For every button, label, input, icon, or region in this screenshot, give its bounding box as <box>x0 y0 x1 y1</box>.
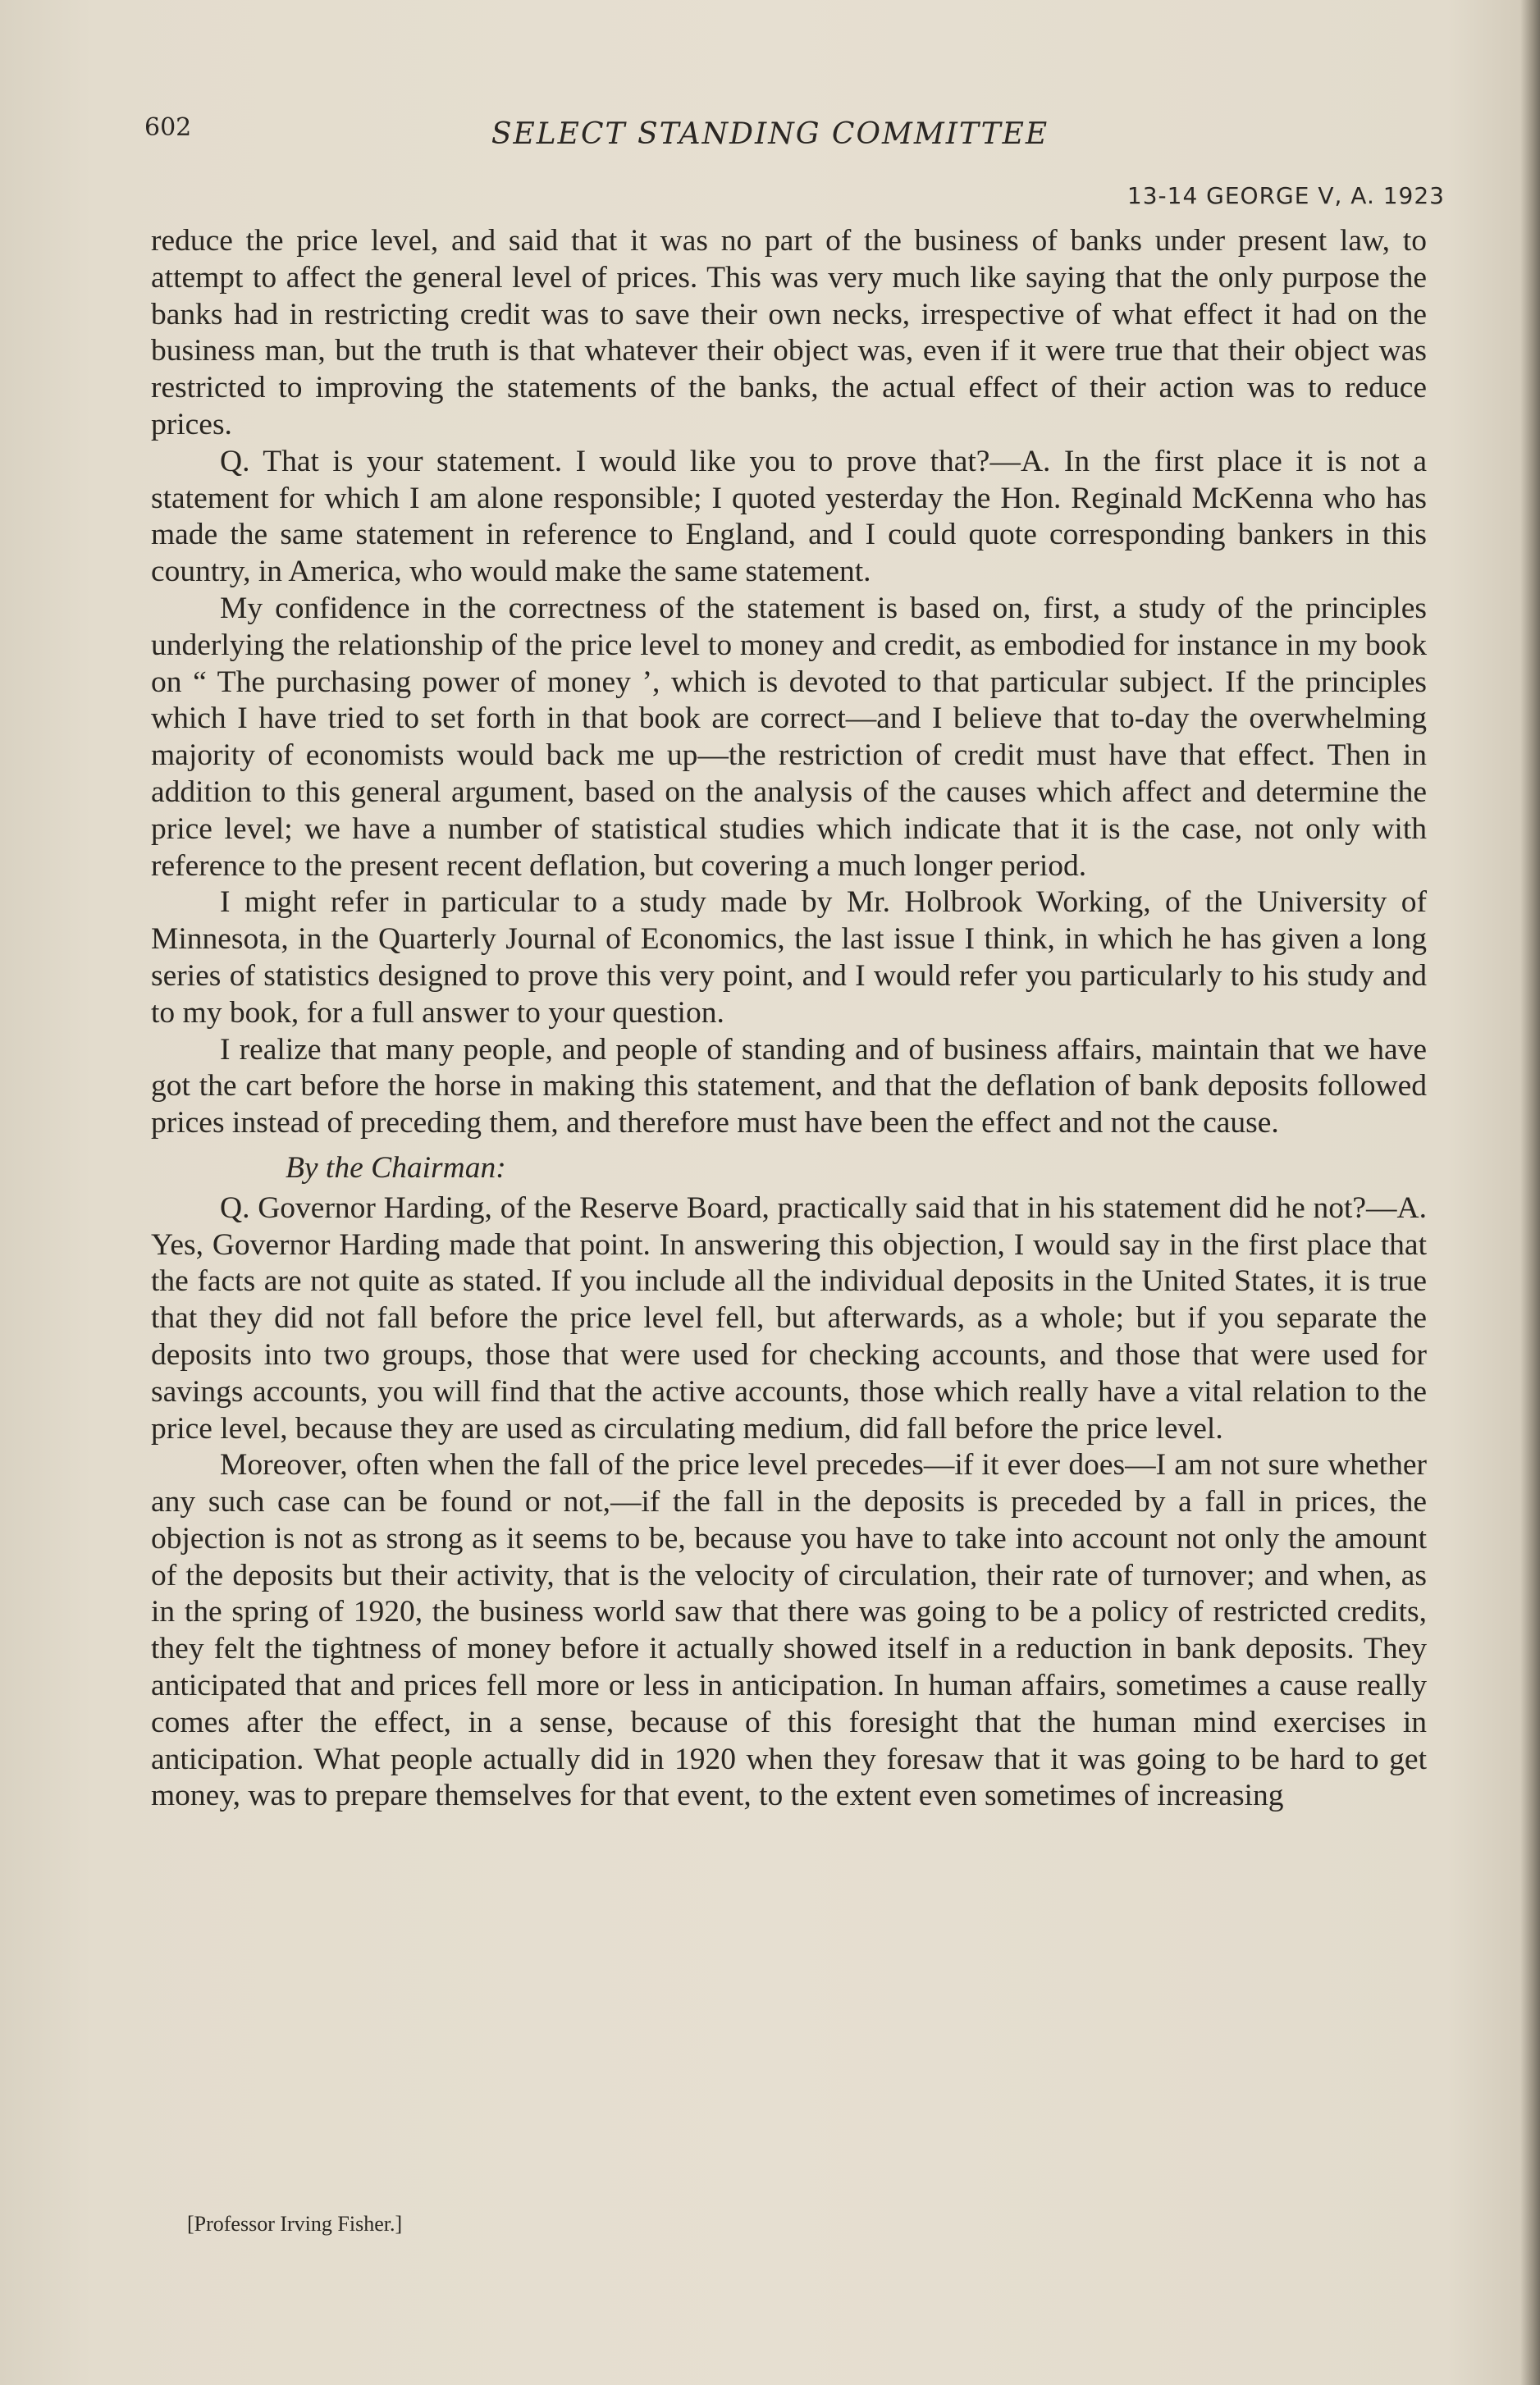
paragraph: Moreover, often when the fall of the price level precedes—if it ever does—I am not sure whether any such case can be found or not,—if the fall in the deposits is preceded by a fall in prices, the objection is not as strong as it seems to be, because you have to take into account not only the amount of the deposits but their activity, that is the velocity of circulation, their rate of turnover; and when, as in the spring of 1920, the business world saw that there was going to be a policy of restricted credits, they felt the tightness of money before it actually showed itself in a reduction in bank deposits. They anticipated that and prices fell more or less in anticipation. In human affairs, sometimes a cause really comes after the effect, in a sense, because of this foresight that the human mind exercises in anticipation. What people actually did in 1920 when they foresaw that it was going to be hard to get money, was to prepare themselves for that event, to the extent even sometimes of increasing <box>151 1448 1427 1813</box>
session-label: 13-14 GEORGE V, A. 1923 <box>1126 182 1445 209</box>
paragraph: My confidence in the correctness of the statement is based on, first, a study of the principles underlying the relationship of the price level to money and credit, as embodied for instance in my book on “ The purchasing power of money ’, which is devoted to that particular subject. If the principles which I have tried to set forth in that book are correct—and I believe that to-day the overwhelming majority of economists would back me up—the restriction of credit must have that effect. Then in addition to this general argument, based on the analysis of the causes which affect and determine the price level; we have a number of statistical studies which indicate that it is the case, not only with reference to the present recent deflation, but covering a much longer period. <box>151 591 1427 883</box>
body-text <box>151 223 1427 1815</box>
paragraph-question: Q. That is your statement. I would like you to prove that?—A. In the first place it is not a statement for which I am alone responsible; I quoted yesterday the Hon. Reginald McKenna who has made the same statement in reference to England, and I could quote corresponding bankers in this country, in America, who would make the same statement. <box>151 444 1427 589</box>
paragraph-continuation: reduce the price level, and said that it was no part of the business of banks under present law, to attempt to affect the general level of prices. This was very much like saying that the only purpose the banks had in restricting credit was to save their own necks, irrespective of what effect it had on the business man, but the truth is that whatever their object was, even if it were true that their object was restricted to improving the statements of the banks, the actual effect of their action was to reduce prices. <box>151 224 1427 441</box>
paragraph: I might refer in particular to a study made by Mr. Holbrook Working, of the University of Minnesota, in the Quarterly Journal of Economics, the last issue I think, in which he has given a long series of statistics designed to prove this very point, and I would refer you particularly to his study and to my book, for a full answer to your question. <box>151 885 1427 1030</box>
running-title: SELECT STANDING COMMITTEE <box>491 117 1049 151</box>
paragraph: I realize that many people, and people of standing and of business affairs, maintain that we have got the cart before the horse in making this statement, and that the deflation of bank deposits followed prices instead of preceding them, and therefore must have been the effect and not the cause. <box>151 1032 1427 1140</box>
paragraph-question: Q. Governor Harding, of the Reserve Board, practically said that in his statement did he not?—A. Yes, Governor Harding made that point. In answering this objection, I would say in the first place that the facts are not quite as stated. If you include all the individual deposits in the United States, it is true that they did not fall before the price level fell, but afterwards, as a whole; but if you separate the deposits into two groups, those that were used for checking accounts, and those that were used for savings accounts, you will find that the active accounts, those which really have a vital relation to the price level, because they are used as circulating medium, did fall before the price level. <box>151 1190 1427 1446</box>
page-number: 602 <box>144 113 192 142</box>
page-edge-shadow <box>1520 0 1540 2385</box>
witness-footer: [Professor Irving Fisher.] <box>187 2212 403 2236</box>
speaker-byline: By the Chairman: <box>286 1150 506 1185</box>
